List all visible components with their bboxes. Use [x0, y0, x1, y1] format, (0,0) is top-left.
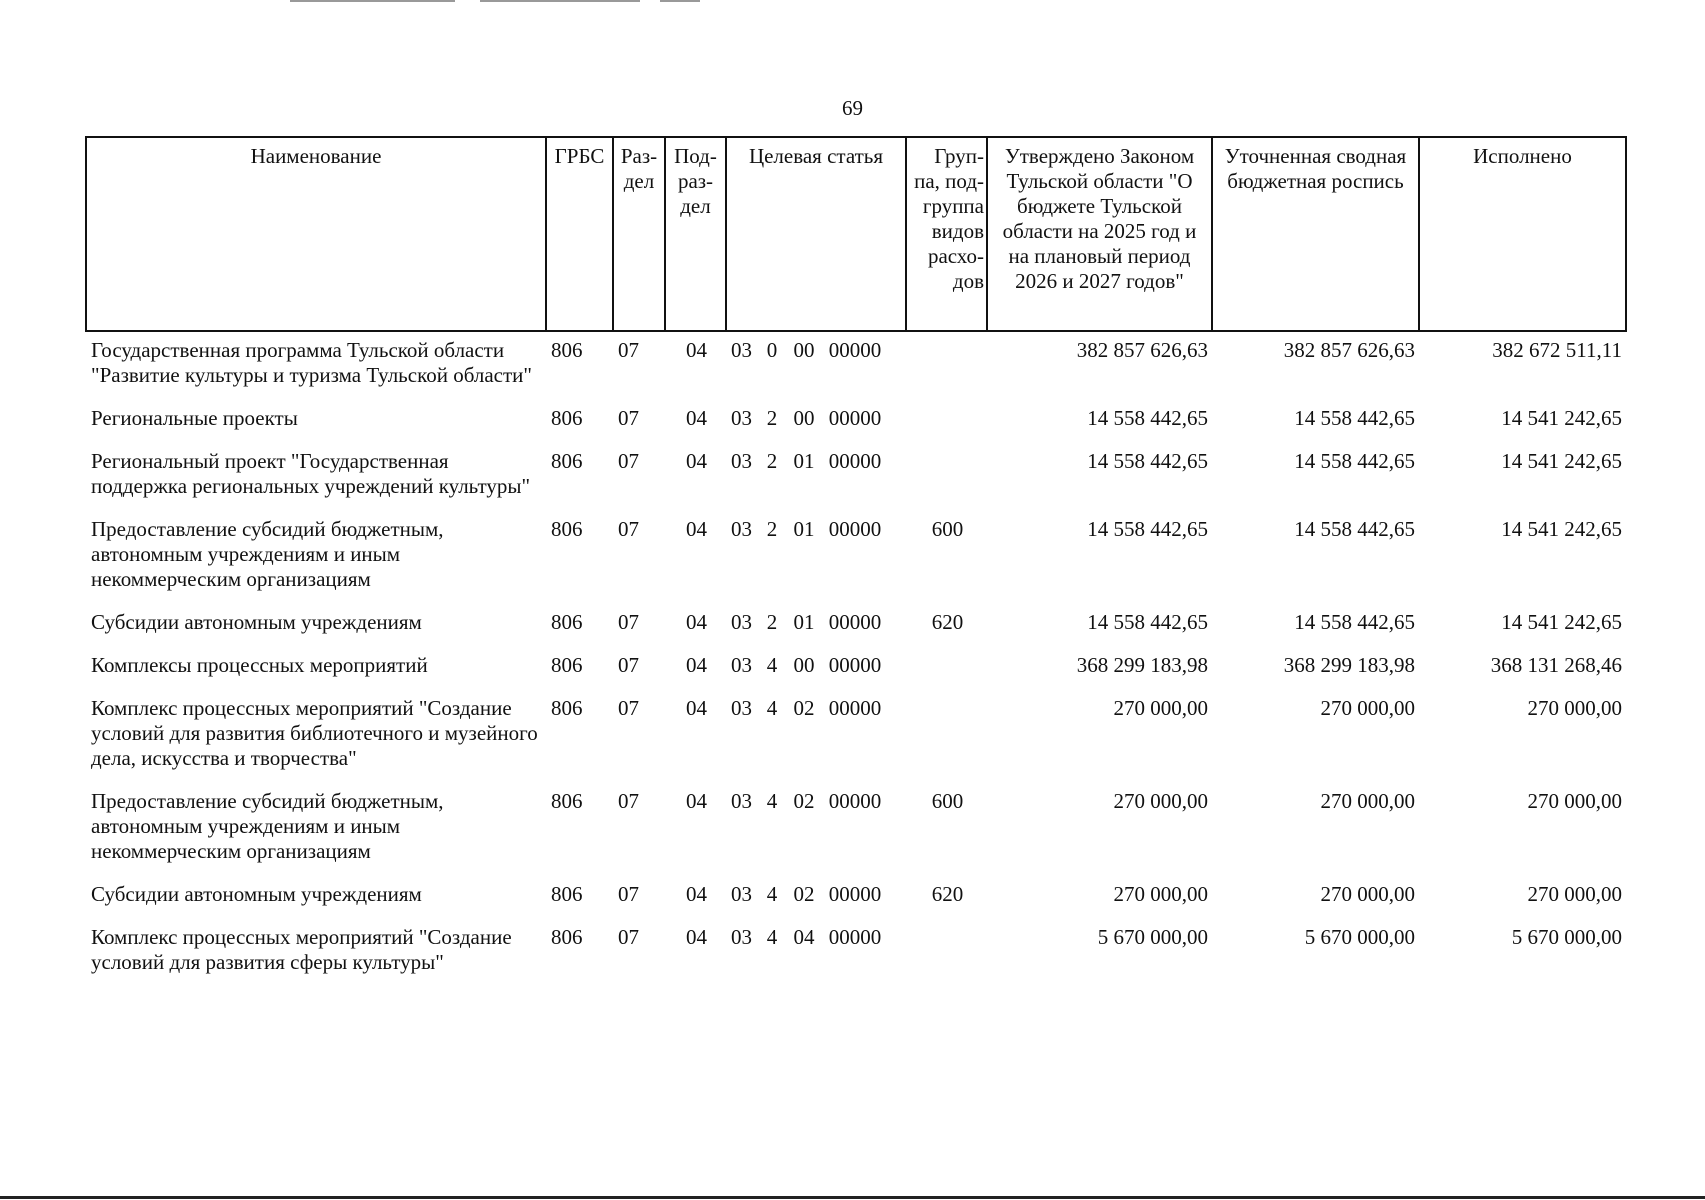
row-executed: 14 541 242,65 — [1501, 517, 1622, 541]
row-group — [906, 919, 987, 987]
header-name: Наименование — [86, 137, 546, 331]
row-approved: 270 000,00 — [1113, 882, 1208, 906]
table-row — [86, 690, 1626, 783]
target-part-3: 02 — [793, 789, 815, 813]
row-group — [906, 443, 987, 511]
target-part-4: 00000 — [828, 653, 882, 677]
row-group: 620 — [931, 610, 964, 634]
row-group — [906, 400, 987, 443]
scan-mark-top — [660, 0, 700, 2]
row-executed: 270 000,00 — [1527, 696, 1622, 720]
row-podrazdel: 04 — [686, 925, 707, 949]
table-row — [86, 511, 1626, 604]
row-approved: 270 000,00 — [1113, 789, 1208, 813]
row-executed: 14 541 242,65 — [1501, 449, 1622, 473]
row-podrazdel: 04 — [686, 610, 707, 634]
table-row — [86, 400, 1626, 443]
row-target — [726, 919, 906, 987]
target-part-3: 02 — [793, 882, 815, 906]
target-part-3: 02 — [793, 696, 815, 720]
header-target: Целевая статья — [726, 137, 906, 331]
row-group: 600 — [931, 789, 964, 813]
row-name: Региональные проекты — [91, 406, 298, 430]
target-part-4: 00000 — [828, 406, 882, 430]
target-part-2: 4 — [766, 696, 778, 720]
row-target — [726, 690, 906, 783]
row-podrazdel: 04 — [686, 406, 707, 430]
target-part-2: 2 — [766, 449, 778, 473]
target-part-1: 03 — [731, 882, 752, 906]
row-target — [726, 647, 906, 690]
scan-mark-top — [290, 0, 455, 2]
row-executed: 5 670 000,00 — [1511, 925, 1622, 949]
row-podrazdel: 04 — [686, 517, 707, 541]
row-grbs: 806 — [551, 406, 583, 430]
row-executed: 270 000,00 — [1527, 789, 1622, 813]
table-row — [86, 604, 1626, 647]
row-executed: 368 131 268,46 — [1490, 653, 1622, 677]
row-grbs: 806 — [551, 338, 583, 362]
table-header — [86, 137, 1626, 331]
row-group — [906, 690, 987, 783]
scan-mark-bottom — [0, 1196, 1705, 1199]
row-podrazdel: 04 — [686, 653, 707, 677]
row-name: Региональный проект "Государственная поддержка региональных учреждений культуры" — [91, 449, 531, 498]
row-razdel: 07 — [618, 338, 639, 362]
row-name: Государственная программа Тульской области "Развитие культуры и туризма Тульской области" — [91, 338, 532, 387]
target-part-4: 00000 — [828, 449, 882, 473]
scan-mark-top — [480, 0, 640, 2]
row-specified: 382 857 626,63 — [1283, 338, 1415, 362]
target-part-4: 00000 — [828, 338, 882, 362]
row-target — [726, 443, 906, 511]
row-group: 620 — [931, 882, 964, 906]
row-target — [726, 400, 906, 443]
row-name: Комплекс процессных мероприятий "Создание условий для развития библиотечного и музейного дела, искусства и творчества" — [91, 696, 538, 770]
target-part-2: 0 — [766, 338, 778, 362]
row-grbs: 806 — [551, 449, 583, 473]
target-part-1: 03 — [731, 449, 752, 473]
target-part-2: 4 — [766, 925, 778, 949]
target-part-2: 4 — [766, 653, 778, 677]
target-part-1: 03 — [731, 610, 752, 634]
row-target — [726, 604, 906, 647]
row-approved: 5 670 000,00 — [1097, 925, 1208, 949]
row-specified: 270 000,00 — [1320, 882, 1415, 906]
target-part-4: 00000 — [828, 517, 882, 541]
row-target — [726, 511, 906, 604]
target-part-3: 00 — [793, 338, 815, 362]
target-part-4: 00000 — [828, 696, 882, 720]
target-part-4: 00000 — [828, 789, 882, 813]
target-part-3: 00 — [793, 653, 815, 677]
row-group — [906, 331, 987, 400]
target-part-4: 00000 — [828, 610, 882, 634]
row-razdel: 07 — [618, 789, 639, 813]
table-row — [86, 783, 1626, 876]
row-approved: 14 558 442,65 — [1087, 406, 1208, 430]
row-razdel: 07 — [618, 610, 639, 634]
target-part-3: 01 — [793, 517, 815, 541]
header-specified: Уточненная сводная бюджетная роспись — [1212, 137, 1419, 331]
row-grbs: 806 — [551, 789, 583, 813]
target-part-1: 03 — [731, 653, 752, 677]
row-executed: 14 541 242,65 — [1501, 610, 1622, 634]
row-specified: 270 000,00 — [1320, 789, 1415, 813]
row-approved: 14 558 442,65 — [1087, 449, 1208, 473]
row-razdel: 07 — [618, 449, 639, 473]
target-part-3: 04 — [793, 925, 815, 949]
row-grbs: 806 — [551, 610, 583, 634]
row-grbs: 806 — [551, 882, 583, 906]
row-approved: 14 558 442,65 — [1087, 610, 1208, 634]
row-specified: 14 558 442,65 — [1294, 406, 1415, 430]
target-part-4: 00000 — [828, 882, 882, 906]
row-podrazdel: 04 — [686, 449, 707, 473]
header-group: Груп-па, под-группа видов расхо-дов — [906, 137, 987, 331]
row-podrazdel: 04 — [686, 338, 707, 362]
row-razdel: 07 — [618, 406, 639, 430]
table-row — [86, 331, 1626, 400]
target-part-3: 01 — [793, 610, 815, 634]
row-executed: 382 672 511,11 — [1492, 338, 1622, 362]
target-part-1: 03 — [731, 925, 752, 949]
row-grbs: 806 — [551, 653, 583, 677]
budget-table — [85, 136, 1627, 987]
target-part-1: 03 — [731, 517, 752, 541]
row-specified: 14 558 442,65 — [1294, 610, 1415, 634]
target-part-1: 03 — [731, 789, 752, 813]
row-group: 600 — [931, 517, 964, 541]
target-part-2: 4 — [766, 789, 778, 813]
row-specified: 14 558 442,65 — [1294, 449, 1415, 473]
row-grbs: 806 — [551, 517, 583, 541]
target-part-1: 03 — [731, 696, 752, 720]
target-part-3: 01 — [793, 449, 815, 473]
row-name: Предоставление субсидий бюджетным, автономным учреждениям и иным некоммерческим организациям — [91, 517, 444, 591]
target-part-2: 2 — [766, 610, 778, 634]
row-target — [726, 876, 906, 919]
row-approved: 14 558 442,65 — [1087, 517, 1208, 541]
row-razdel: 07 — [618, 696, 639, 720]
target-part-2: 4 — [766, 882, 778, 906]
row-grbs: 806 — [551, 696, 583, 720]
target-part-2: 2 — [766, 406, 778, 430]
target-part-1: 03 — [731, 338, 752, 362]
target-part-4: 00000 — [828, 925, 882, 949]
table-row — [86, 647, 1626, 690]
page-number: 69 — [842, 96, 863, 120]
row-target — [726, 783, 906, 876]
header-podrazdel: Под-раз-дел — [665, 137, 726, 331]
row-grbs: 806 — [551, 925, 583, 949]
row-podrazdel: 04 — [686, 696, 707, 720]
row-specified: 5 670 000,00 — [1304, 925, 1415, 949]
row-razdel: 07 — [618, 653, 639, 677]
table-row — [86, 876, 1626, 919]
row-name: Комплекс процессных мероприятий "Создание условий для развития сферы культуры" — [91, 925, 512, 974]
row-name: Предоставление субсидий бюджетным, автономным учреждениям и иным некоммерческим организациям — [91, 789, 444, 863]
row-podrazdel: 04 — [686, 882, 707, 906]
table-row — [86, 919, 1626, 987]
target-part-2: 2 — [766, 517, 778, 541]
table-body — [86, 331, 1626, 987]
row-razdel: 07 — [618, 517, 639, 541]
row-name: Субсидии автономным учреждениям — [91, 882, 422, 906]
row-specified: 270 000,00 — [1320, 696, 1415, 720]
row-specified: 368 299 183,98 — [1283, 653, 1415, 677]
row-approved: 270 000,00 — [1113, 696, 1208, 720]
row-name: Субсидии автономным учреждениям — [91, 610, 422, 634]
header-grbs: ГРБС — [546, 137, 613, 331]
row-executed: 14 541 242,65 — [1501, 406, 1622, 430]
target-part-1: 03 — [731, 406, 752, 430]
header-razdel: Раз-дел — [613, 137, 665, 331]
row-approved: 382 857 626,63 — [1076, 338, 1208, 362]
row-specified: 14 558 442,65 — [1294, 517, 1415, 541]
header-approved: Утверждено Законом Тульской области "О бюджете Тульской области на 2025 год и на плановый период 2026 и 2027 годов" — [987, 137, 1212, 331]
row-group — [906, 647, 987, 690]
target-part-3: 00 — [793, 406, 815, 430]
table-row — [86, 443, 1626, 511]
row-approved: 368 299 183,98 — [1076, 653, 1208, 677]
row-razdel: 07 — [618, 925, 639, 949]
row-podrazdel: 04 — [686, 789, 707, 813]
row-name: Комплексы процессных мероприятий — [91, 653, 428, 677]
row-razdel: 07 — [618, 882, 639, 906]
row-executed: 270 000,00 — [1527, 882, 1622, 906]
row-target — [726, 331, 906, 400]
header-executed: Исполнено — [1419, 137, 1626, 331]
